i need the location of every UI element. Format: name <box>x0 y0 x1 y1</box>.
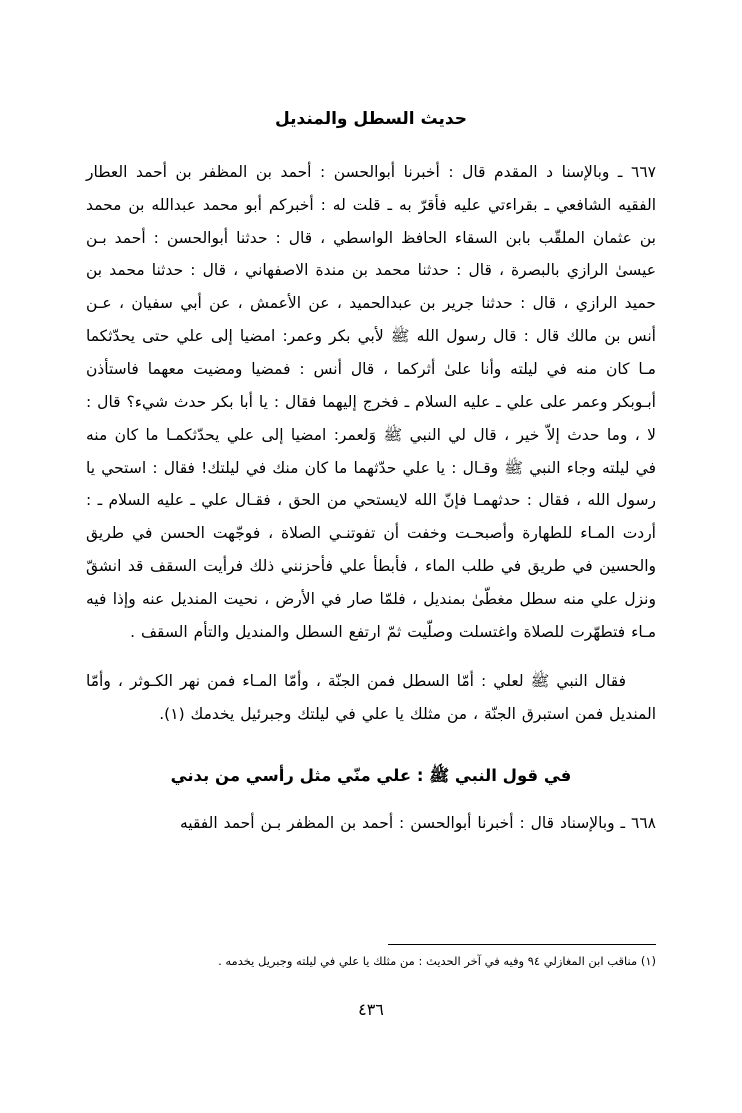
page-number: ٤٣٦ <box>358 1000 384 1019</box>
footnote-divider <box>388 944 656 945</box>
page-title: حديث السطل والمنديل <box>274 109 468 129</box>
footnote-text: (١) مناقب ابن المغازلي ٩٤ وفيه في آخر الحديث : من مثلك يا علي في ليلته وجبريل يخدمه . <box>218 954 656 968</box>
paragraph-hadith-668: ٦٦٨ ـ وبالإسناد قال : أخبرنا أبوالحسن : أحمد بن المظفر بـن أحمد الفقيه <box>179 814 656 833</box>
section-subtitle: في قول النبي ﷺ : علي منّي مثل رأسي من بدني <box>170 766 572 786</box>
paragraph-hadith-667: ٦٦٧ ـ وبالإسنا د المقدم قال : أخبرنا أبوالحسن : أحمد بن المظفر بن أحمد العطار الفقيه الشافعي ـ بقراءتي عليه فأقرّ به ـ قلت له : أخبركم أبو محمد عبدالله بن محمد بن عثمان الملقّب بابن السقاء الحافظ الواسطي ، قال : حدثنا أبوالحسن : أحمد بـن عيسىٰ الرازي بالبصرة ، قال : حدثنا محمد بن مندة الاصفهاني ، قال : حدثنا محمد بن حميد الرازي ، قال : حدثنا جرير بن عبدالحميد ، عن الأعمش ، عن أبي سفيان ، عـن أنس بن مالك قال : قال رسول الله ﷺ لأبي بكر وعمر: امضيا إلى علي حتى يحدّثكما مـا كان منه في ليلته وأنا علىٰ أثركما ، قال أنس : فمضيا ومضيت معهما فاستأذن أبـوبكر وعمر على علي ـ عليه السلام ـ فخرج إليهما فقال : يا أبا بكر حدث شيء؟ قال : لا ، وما حدث إلاّ خير ، قال لي النبي ﷺ وَلعمر: امضيا إلى علي يحدّثكمـا ما كان منه في ليلته وجاء النبي ﷺ وقـال : يا علي حدّثهما ما كان منك في ليلتك! فقال : استحي يا رسول الله ، فقال : حدثهمـا فإنّ الله لايستحي من الحق ، فقـال علي ـ عليه السلام ـ : أردت المـاء للطهارة وأصبحـت وخفت أن تفوتنـي الصلاة ، فوجّهت الحسن في طريق والحسين في طريق في طلب الماء ، فأبطأ علي فأحزنني ذلك فرأيت السقف قد انشقّ ونزل علي منه سطل مغطّىٰ بمنديل ، فلمّا صار في الأرض ، نحيت المنديل عنه وإذا فيه مـاء فتطهّرت للصلاة واغتسلت وصلّيت ثمّ ارتفع السطل والمنديل والتأم السقف . <box>86 162 656 641</box>
paragraph-hadith-667-continued: فقال النبي ﷺ لعلي : أمّا السطل فمن الجنّة ، وأمّا المـاء فمن نهر الكـوثر ، وأمّا المنديل فمن استبرق الجنّة ، من مثلك يا علي في ليلتك وجبرئيل يخدمك (١). <box>86 671 656 723</box>
